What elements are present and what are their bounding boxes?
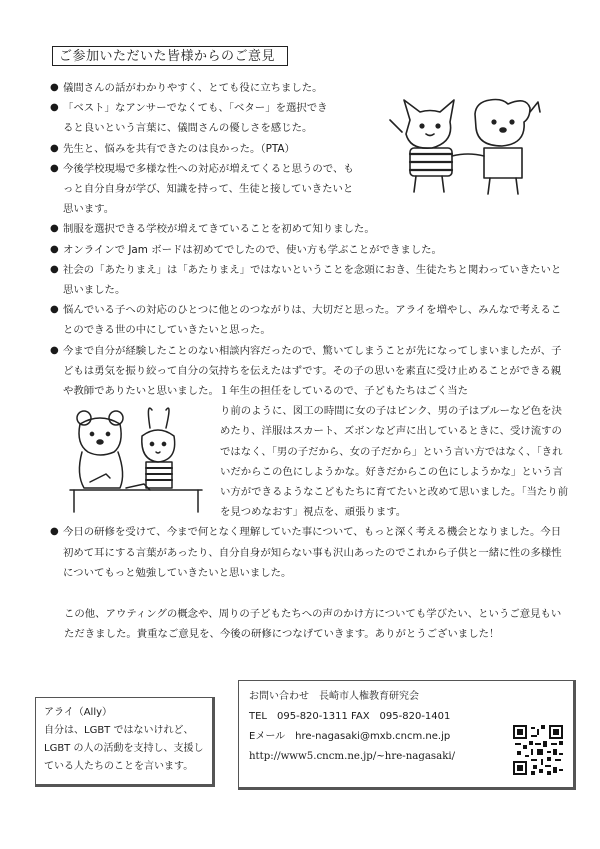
- bullet-icon: ●: [50, 162, 59, 174]
- contact-email[interactable]: Eメール hre-nagasaki@mxb.cncm.ne.jp: [249, 731, 451, 742]
- ally-title: アライ（Ally）: [44, 707, 113, 718]
- comment-text: 「ベスト」なアンサーでなくても、「ベター」を選択できると良いという言葉に、儀間さんの優しさを感じた。: [63, 102, 328, 135]
- bullet-icon: ●: [50, 304, 59, 316]
- comment-item-4: [50, 159, 570, 220]
- bullet-icon: ●: [50, 82, 59, 93]
- comment-item-3: [50, 139, 570, 159]
- comment-text-part-b: り前のように、図工の時間に女の子はピンク、男の子はブルーなど色を決めたり、洋服はスカート、ズボンなど声に出しているときに、受け流すのではなく、「男の子だから、女の子だから」という言い方ではなく、「きれいだからこの色にしようかな。好きだからこの色にしようかな」という言い方ができるようなこどもたちに育てたいと改めて思いました。「当たり前を見つめなおす」視点を、頑張ります。: [220, 405, 569, 519]
- contact-url-link[interactable]: http://www5.cncm.ne.jp/~hre-nagasaki/: [249, 751, 456, 762]
- comment-text: 今後学校現場で多様な性への対応が増えてくると思うので、もっと自分自身が学び、知識を持って、生徒と接していきたいと思います。: [63, 162, 354, 216]
- ally-definition-box: [35, 697, 215, 787]
- ally-body: 自分は、LGBT ではないけれど、LGBT の人の活動を支持し、支援している人たちのことを言います。: [44, 725, 204, 772]
- bullet-icon: ●: [50, 344, 59, 356]
- bear-and-rabbit-illustration: [66, 404, 206, 514]
- contact-heading: お問い合わせ 長崎市人権教育研究会: [249, 691, 419, 702]
- contact-tel-fax: TEL 095-820-1311 FAX 095-820-1401: [249, 711, 451, 722]
- bullet-icon: ●: [50, 263, 59, 275]
- comment-text: 先生と、悩みを共有できたのは良かった。（PTA）: [63, 142, 295, 155]
- comment-text: 今日の研修を受けて、今まで何となく理解していた事について、もっと深く考える機会となりました。今日初めて耳にする言葉があったり、自分自身が知らない事も沢山あったのでこれから子供と一緒に性の多様性についてもっと勉強していきたいと思いました。: [63, 526, 562, 579]
- bullet-icon: ●: [50, 526, 59, 538]
- qr-code-icon[interactable]: [513, 725, 563, 775]
- closing-note: この他、アウティングの概念や、周りの子どもたちへの声のかけ方についても学びたい、というご意見もいただきました。貴重なご意見を、今後の研修につなげていきます。ありがとうございました！: [64, 608, 562, 640]
- comment-item-8: [50, 300, 570, 340]
- comment-item-10: [50, 522, 570, 583]
- comment-item-5: [50, 219, 570, 239]
- page-title: ご参加いただいた皆様からのご意見: [52, 46, 288, 66]
- bullet-icon: ●: [50, 142, 59, 154]
- comment-text: 社会の「あたりまえ」は「あたりまえ」ではないということを念頭におき、生徒たちと関わっていきたいと思いました。: [63, 263, 562, 297]
- bullet-icon: ●: [50, 223, 59, 235]
- comment-text-part-a: 今まで自分が経験したことのない相談内容だったので、驚いてしまうことが先になってしまいましたが、子どもは勇気を振り絞って自分の気持ちを伝えたはずです。その子の思いを素直に受け止めることができる親や教師でありたいと思いました。１年生の担任をしているので、子どもたちはごく当た: [63, 344, 562, 398]
- comment-text: オンラインで Jam ボードは初めてでしたので、使い方も学ぶことができました。: [63, 243, 442, 256]
- contact-box: [238, 680, 576, 790]
- comment-item-7: [50, 260, 570, 300]
- comment-text: 制服を選択できる学校が増えてきていることを初めて知りました。: [63, 223, 375, 236]
- bullet-icon: ●: [50, 102, 59, 114]
- comment-text: 悩んでいる子への対応のひとつに他とのつながりは、大切だと思った。アライを増やし、みんなで考えることのできる世の中にしていきたいと思った。: [63, 304, 562, 337]
- comment-item-6: [50, 240, 570, 260]
- comment-text: 儀間さんの話がわかりやすく、とても役に立ちました。: [63, 82, 323, 94]
- bullet-icon: ●: [50, 243, 59, 255]
- comment-item-2: [50, 98, 570, 138]
- comment-item-1: [50, 78, 570, 98]
